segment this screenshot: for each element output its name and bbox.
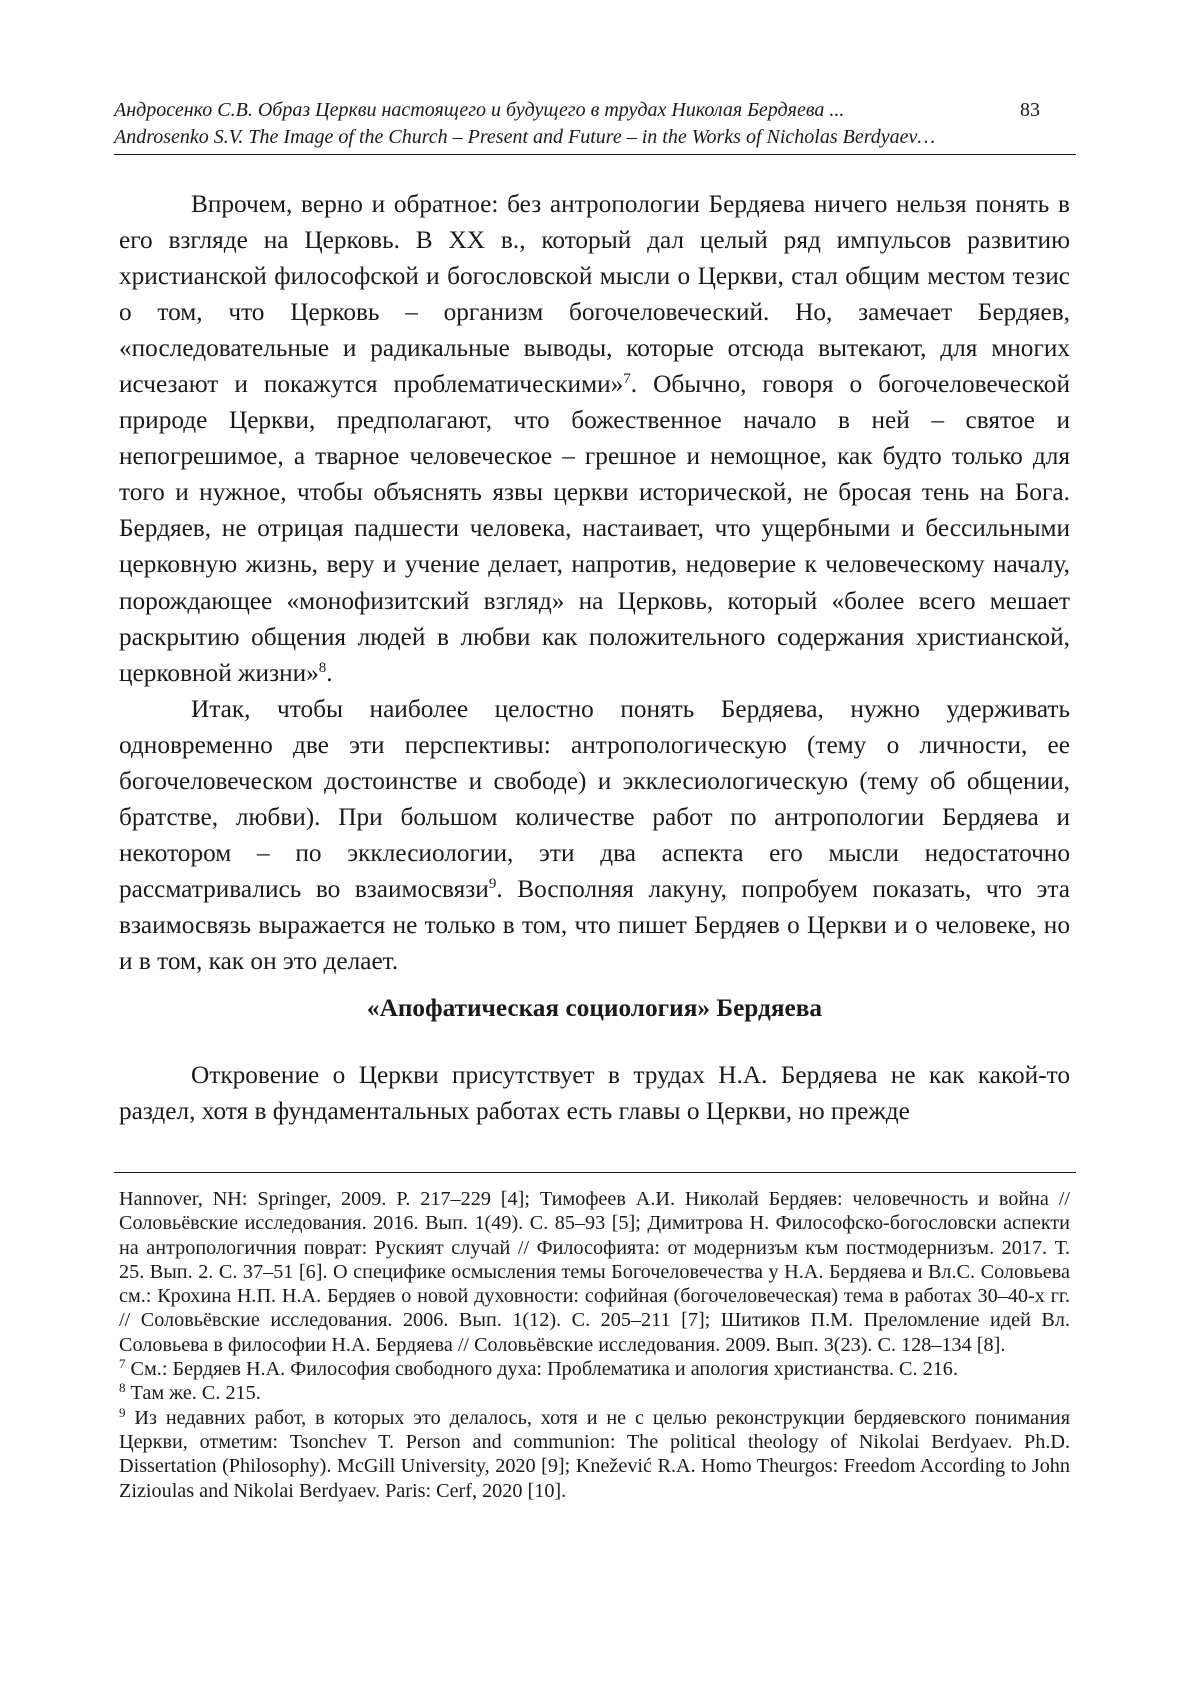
footnote-8: $^8$ Там же. С. 215. [119, 1380, 261, 1405]
footnote-ref-8[interactable]: 8 [318, 659, 327, 676]
running-header [114, 97, 1076, 155]
footnote-7: $^7$ См.: Бердяев Н.А. Философия свободного духа: Проблематика и апология христианства. С. 216. [119, 1356, 958, 1381]
footnote-number: 7 [119, 1356, 126, 1372]
footnote-ref-9[interactable]: 9 [488, 875, 497, 892]
main-text-block-2 [119, 1057, 1070, 1129]
page-number: 83 [1020, 99, 1040, 121]
running-header-russian: Андросенко С.В. Образ Церкви настоящего и будущего в трудах Николая Бердяева ... [114, 99, 845, 121]
footnote-number: 9 [119, 1404, 126, 1420]
section-heading: «Апофатическая социология» Бердяева [366, 994, 823, 1022]
footnotes-block [119, 1187, 1070, 1503]
footnote-number: 8 [119, 1380, 126, 1396]
footnote-divider [114, 1172, 1076, 1173]
footnote-continuation: Hannover, NH: Springer, 2009. P. 217–229 [4]; Тимофеев А.И. Николай Бердяев: человечность и война // Соловьёвские исследования. 2016. Вып. 1(49). С. 85–93 [5]; Димитрова Н. Философско-богословски аспекти на антропологичния поврат: Руският случай // Философията: от модернизъм към постмодернизъм. 2017. Т. 25. Вып. 2. С. 37–51 [6]. О специфике осмысления темы Богочеловечества у Н.А. Бердяева и Вл.С. Соловьева см.: Крохина Н.П. Н.А. Бердяев о новой духовности: софийная (богочеловеческая) тема в работах 30–40-х гг. // Соловьёвские исследования. 2006. Вып. 1(12). С. 205–211 [7]; Шитиков П.М. Преломление идей Вл. Соловьева в философии Н.А. Бердяева // Соловьёвские исследования. 2009. Вып. 3(23). С. 128–134 [8]. [119, 1188, 1070, 1356]
paragraph-3: Откровение о Церкви присутствует в трудах Н.А. Бердяева не как какой-то раздел, хотя в фундаментальных работах есть главы о Церкви, но прежде [119, 1061, 1070, 1126]
footnote-ref-7[interactable]: 7 [623, 371, 631, 388]
running-header-english: Androsenko S.V. The Image of the Church – Present and Future – in the Works of Nicholas Berdyaev… [114, 126, 936, 148]
main-text-block [119, 186, 1070, 979]
paragraph-2: Итак, чтобы наиболее целостно понять Бердяева, нужно удерживать одновременно две эти перспективы: антропологическую (тему о личности, ее богочеловеческом достоинстве и свободе) и экклесиологическую (тему об общении, братстве, любви). При большом количестве работ по антропологии Бердяева и некотором – по экклесиологии, эти два аспекта его мысли недостаточно рассматривались во взаимосвязи$^9$. Восполняя лакуну, попробуем показать, что эта взаимосвязь выражается не только в том, что пишет Бердяев о Церкви и о человеке, но и в том, как он это делает. [119, 694, 1071, 975]
footnote-9: $^9$ Из недавних работ, в которых это делалось, хотя и не с целью реконструкции бердяевского понимания Церкви, отметим: Tsonchev T. Person and communion: The political theology of Nikolai Berdyaev. Ph.D. Dissertation (Philosophy). McGill University, 2020 [9]; Knežević R.A. Homo Theurgos: Freedom According to John Zizioulas and Nikolai Berdyaev. Paris: Cerf, 2020 [10]. [119, 1404, 1070, 1502]
paragraph-1: Впрочем, верно и обратное: без антропологии Бердяева ничего нельзя понять в его взгляде на Церковь. В XX в., который дал целый ряд импульсов развитию христианской философской и богословской мысли о Церкви, стал общим местом тезис о том, что Церковь – организм богочеловеческий. Но, замечает Бердяев, «последовательные и радикальные выводы, которые отсюда вытекают, для многих исчезают и покажутся проблематическими»$^7$. Обычно, говоря о богочеловеческой природе Церкви, предполагают, что божественное начало в ней – святое и непогрешимое, а тварное человеческое – грешное и немощное, как будто только для того и нужное, чтобы объяснять язвы церкви исторической, не бросая тень на Бога. Бердяев, не отрицая падшести человека, настаивает, что ущербными и бессильными церковную жизнь, веру и учение делает, напротив, недоверие к человеческому началу, порождающее «монофизитский взгляд» на Церковь, который «более всего мешает раскрытию общения людей в любви как положительного содержания христианской, церковной жизни»$^8$. [119, 190, 1070, 687]
